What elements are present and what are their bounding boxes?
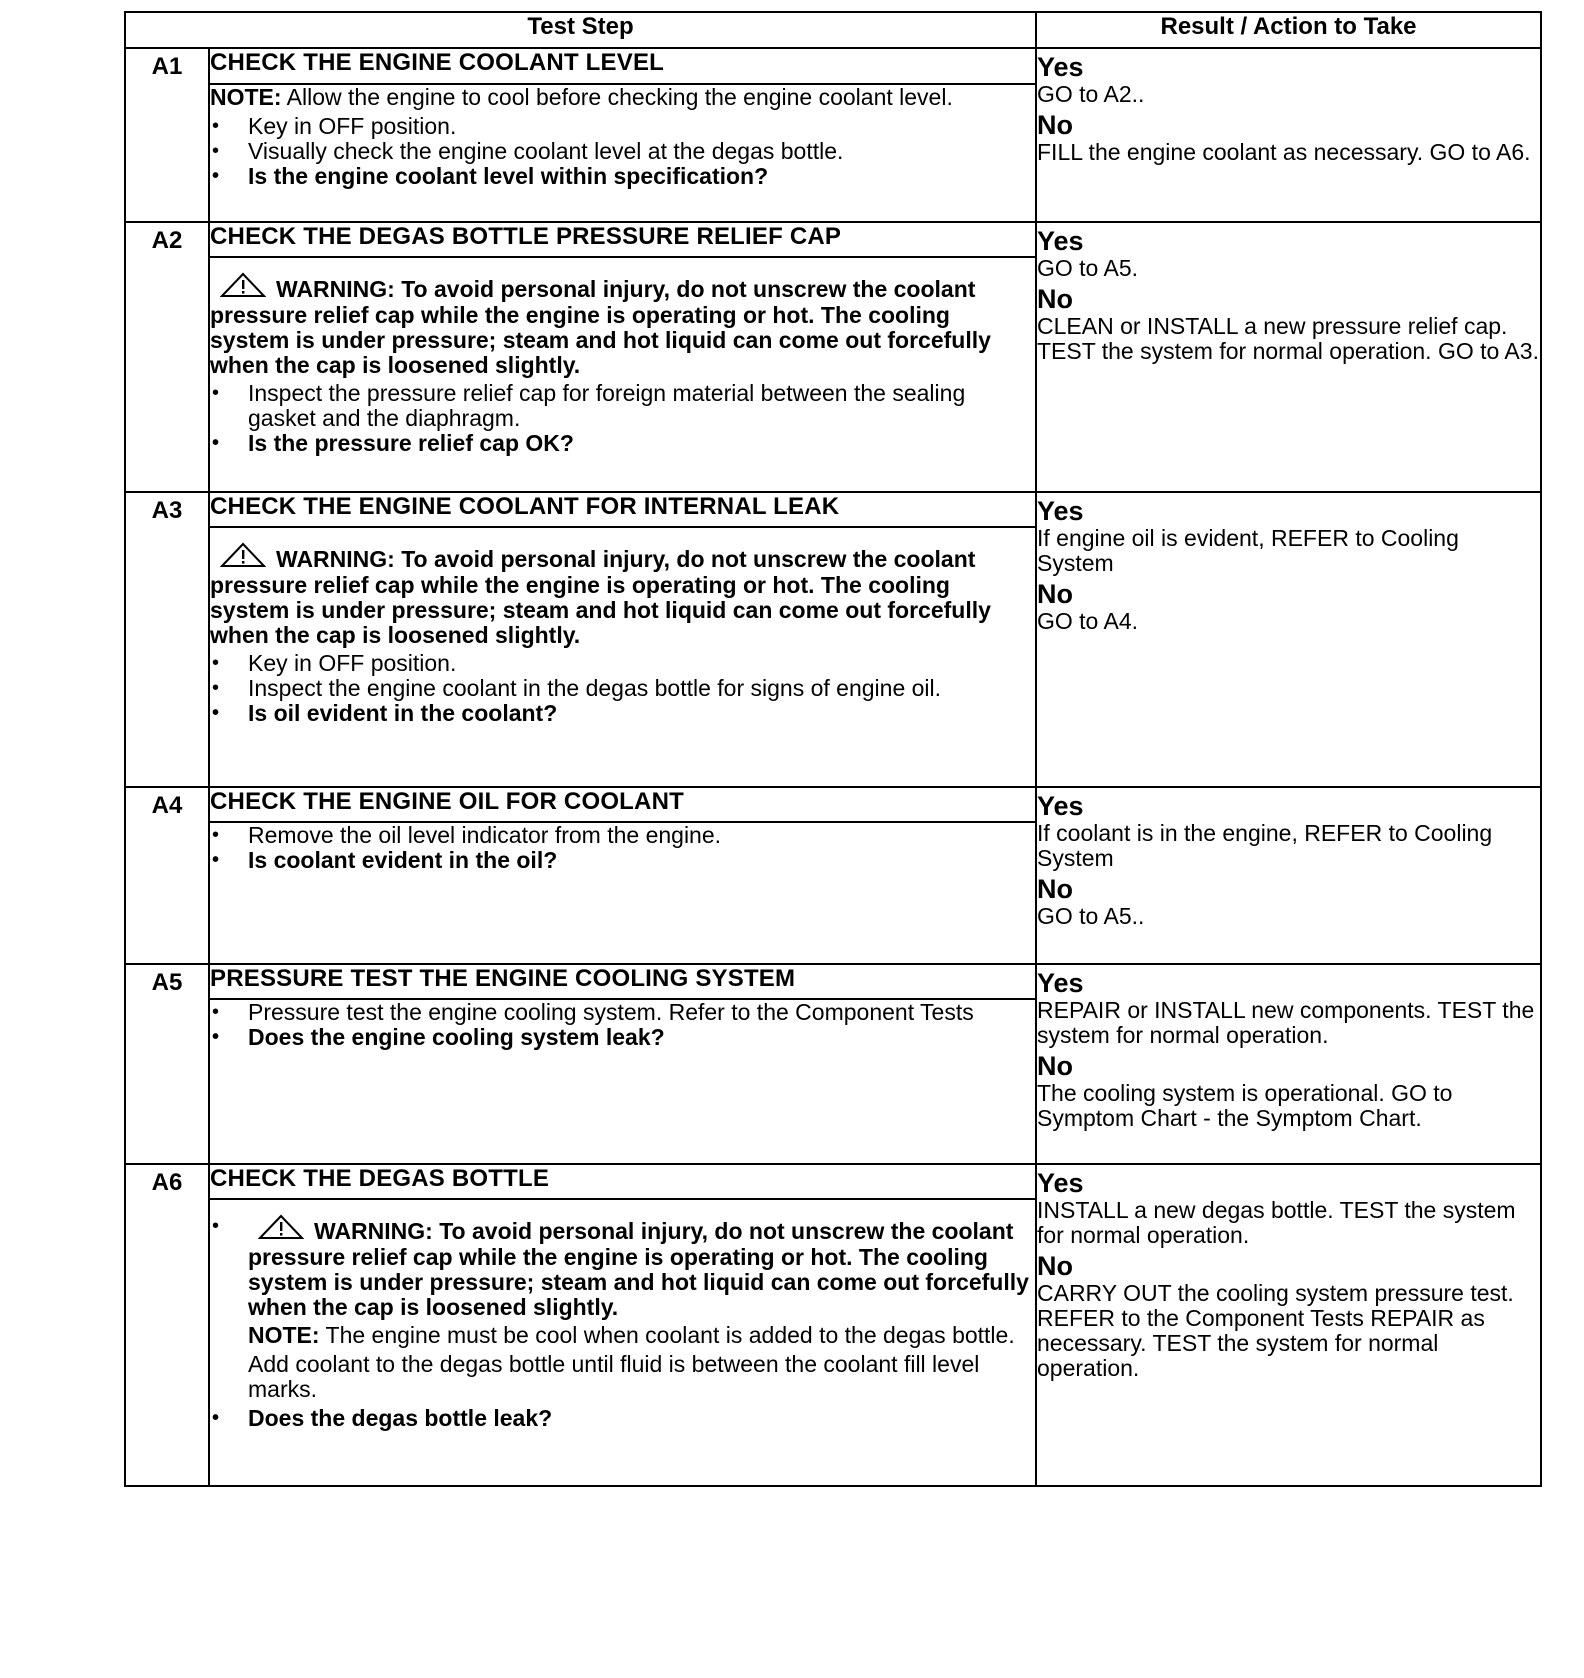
step-body [209, 999, 1036, 1164]
step-question: • Does the degas bottle leak? [210, 1406, 1035, 1431]
list-item [210, 1214, 1035, 1320]
step-id: A3 [125, 492, 209, 787]
no-action: FILL the engine coolant as necessary. GO to A6. [1037, 139, 1531, 165]
list-item: • Visually check the engine coolant level at the degas bottle. [210, 139, 1035, 164]
header-result-action: Result / Action to Take [1036, 12, 1541, 48]
step-title-row [125, 492, 1541, 527]
result-cell [1036, 222, 1541, 492]
yes-action: If engine oil is evident, REFER to Cooling System [1037, 525, 1459, 576]
step-title-row [125, 1164, 1541, 1199]
warning-block [248, 1214, 1035, 1320]
note-text: The engine must be cool when coolant is added to the degas bottle. [319, 1322, 1015, 1348]
no-label: No [1037, 874, 1073, 904]
warning-text: WARNING: To avoid personal injury, do not unscrew the coolant pressure relief cap while the engine is operating or hot. The cooling system is under pressure; steam and hot liquid can come out forcefully when the cap is loosened slightly. [248, 1218, 1029, 1320]
warning-triangle-icon [258, 1214, 304, 1245]
warning-text: WARNING: To avoid personal injury, do not unscrew the coolant pressure relief cap while the engine is operating or hot. The cooling system is under pressure; steam and hot liquid can come out forcefully when the cap is loosened slightly. [210, 546, 991, 648]
step-list [210, 381, 1035, 456]
step-list [210, 651, 1035, 726]
no-label: No [1037, 110, 1073, 140]
note [210, 1323, 1035, 1348]
no-action: The cooling system is operational. GO to Symptom Chart - the Symptom Chart. [1037, 1080, 1453, 1131]
yes-label: Yes [1037, 226, 1084, 256]
step-id: A5 [125, 964, 209, 1164]
warning-triangle-icon [220, 272, 266, 303]
yes-label: Yes [1037, 791, 1084, 821]
step-question: • Is coolant evident in the oil? [210, 848, 1035, 873]
table-header-row [125, 12, 1541, 48]
list-item: • Remove the oil level indicator from the engine. [210, 823, 1035, 848]
note-label: NOTE: [248, 1322, 320, 1348]
step-question: • Is oil evident in the coolant? [210, 701, 1035, 726]
note [210, 85, 1035, 110]
step-title: CHECK THE ENGINE COOLANT LEVEL [209, 48, 1036, 84]
yes-label: Yes [1037, 1168, 1084, 1198]
yes-action: GO to A2.. [1037, 81, 1145, 107]
step-title-row [125, 964, 1541, 999]
step-title: CHECK THE ENGINE OIL FOR COOLANT [209, 787, 1036, 822]
yes-action: REPAIR or INSTALL new components. TEST the system for normal operation. [1037, 997, 1535, 1048]
list-item: • Key in OFF position. [210, 651, 1035, 676]
note-label: NOTE: [210, 84, 282, 111]
step-id: A6 [125, 1164, 209, 1486]
step-list [210, 823, 1035, 873]
no-label: No [1037, 1251, 1073, 1281]
result-cell [1036, 492, 1541, 787]
step-title-row [125, 787, 1541, 822]
list-item: • Inspect the pressure relief cap for foreign material between the sealing gasket and the diaphragm. [210, 381, 1035, 431]
yes-label: Yes [1037, 496, 1084, 526]
step-body [209, 822, 1036, 964]
no-action: CLEAN or INSTALL a new pressure relief cap. TEST the system for normal operation. GO to A3. [1037, 313, 1539, 364]
step-title: PRESSURE TEST THE ENGINE COOLING SYSTEM [209, 964, 1036, 999]
step-id: A4 [125, 787, 209, 964]
yes-label: Yes [1037, 52, 1084, 82]
yes-action: INSTALL a new degas bottle. TEST the system for normal operation. [1037, 1197, 1516, 1248]
result-cell [1036, 787, 1541, 964]
diagnostic-table [124, 11, 1542, 1487]
list-item: • Inspect the engine coolant in the degas bottle for signs of engine oil. [210, 676, 1035, 701]
yes-action: If coolant is in the engine, REFER to Cooling System [1037, 820, 1493, 871]
step-body [209, 84, 1036, 222]
warning-text: WARNING: To avoid personal injury, do not unscrew the coolant pressure relief cap while the engine is operating or hot. The cooling system is under pressure; steam and hot liquid can come out forcefully when the cap is loosened slightly. [210, 276, 991, 378]
step-question: • Does the engine cooling system leak? [210, 1025, 1035, 1050]
step-title: CHECK THE DEGAS BOTTLE [209, 1164, 1036, 1199]
step-instruction: Add coolant to the degas bottle until fluid is between the coolant fill level marks. [248, 1351, 980, 1402]
step-title-row [125, 222, 1541, 257]
step-list [210, 1214, 1035, 1320]
no-label: No [1037, 1051, 1073, 1081]
warning-block [210, 542, 1035, 648]
warning-triangle-icon [220, 542, 266, 573]
warning-block [210, 272, 1035, 378]
step-list [210, 1000, 1035, 1050]
step-question: • Is the pressure relief cap OK? [210, 431, 1035, 456]
step-body [209, 257, 1036, 492]
no-action: GO to A5.. [1037, 903, 1145, 929]
result-cell [1036, 964, 1541, 1164]
result-cell [1036, 1164, 1541, 1486]
yes-label: Yes [1037, 968, 1084, 998]
step-body [209, 1199, 1036, 1486]
step-title: CHECK THE DEGAS BOTTLE PRESSURE RELIEF CAP [209, 222, 1036, 257]
note-text: Allow the engine to cool before checking the engine coolant level. [281, 84, 953, 111]
step-title: CHECK THE ENGINE COOLANT FOR INTERNAL LEAK [209, 492, 1036, 527]
yes-action: GO to A5. [1037, 255, 1138, 281]
step-id: A1 [125, 48, 209, 222]
result-cell [1036, 48, 1541, 222]
step-list [210, 1406, 1035, 1431]
step-list [210, 114, 1035, 189]
no-label: No [1037, 579, 1073, 609]
step-id: A2 [125, 222, 209, 492]
no-label: No [1037, 284, 1073, 314]
no-action: GO to A4. [1037, 608, 1138, 634]
step-question: • Is the engine coolant level within specification? [210, 164, 1035, 189]
list-item: • Key in OFF position. [210, 114, 1035, 139]
step-body [209, 527, 1036, 787]
list-item: • Pressure test the engine cooling system. Refer to the Component Tests [210, 1000, 1035, 1025]
step-title-row [125, 48, 1541, 84]
no-action: CARRY OUT the cooling system pressure test. REFER to the Component Tests REPAIR as necessary. TEST the system for normal operation. [1037, 1280, 1514, 1381]
header-test-step: Test Step [125, 12, 1036, 48]
